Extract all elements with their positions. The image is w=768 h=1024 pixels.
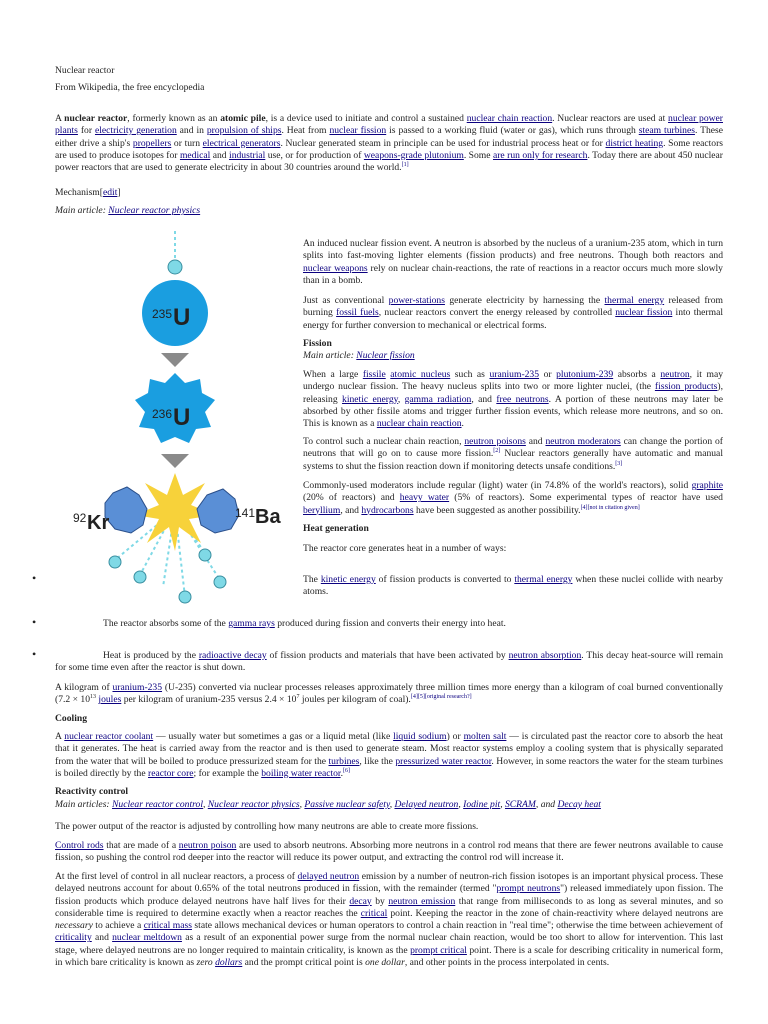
- bold-term: atomic pile: [220, 113, 266, 124]
- text: , and other points in the process interpolated in cents.: [404, 956, 610, 968]
- link-neutron-poison[interactable]: neutron poison: [178, 840, 237, 851]
- italic-text: necessary: [55, 920, 93, 932]
- u236-mass-label: 236: [152, 407, 173, 421]
- link-nuclear-fission[interactable]: nuclear fission: [615, 307, 673, 319]
- link-liquid-sodium[interactable]: liquid sodium: [393, 731, 447, 742]
- fission-heading: Fission: [303, 338, 332, 349]
- link-boiling-water-reactor[interactable]: boiling water reactor: [261, 767, 341, 779]
- text: and: [91, 932, 113, 944]
- incoming-neutron: [168, 260, 182, 274]
- text: ; for example the: [193, 767, 262, 779]
- heat-bullet-2: [103, 618, 723, 630]
- link-gamma-rays[interactable]: gamma rays: [228, 618, 275, 629]
- link-fissile[interactable]: fissile: [362, 369, 386, 380]
- link-neutron-poisons[interactable]: neutron poisons: [464, 436, 526, 447]
- link-dollars[interactable]: dollars: [215, 956, 243, 968]
- text: joules per kilogram of coal).: [299, 694, 411, 706]
- text: — is circulated past the reactor core to absorb the heat that it generates. The heat is carried away from the reactor and is then used to generate steam. Most reactor systems employ a cooling system that is physically separated from the water that will be boiled to produce pressurized steam for the: [55, 731, 723, 767]
- link-neutron-moderators[interactable]: neutron moderators: [545, 436, 621, 447]
- link-molten-salt[interactable]: molten salt: [463, 731, 507, 742]
- text: absorbs a: [613, 369, 661, 380]
- fission-main-article: [303, 350, 723, 362]
- mechanism-heading: [55, 187, 735, 199]
- link-propulsion-of-ships[interactable]: propulsion of ships: [206, 125, 282, 137]
- text: . Nuclear generated steam in principle can be used for industrial process heat or for: [280, 137, 606, 149]
- separator: ,: [299, 799, 305, 810]
- cooling-paragraph: [55, 731, 723, 780]
- link-nuclear-reactor-physics[interactable]: Nuclear reactor physics: [207, 799, 300, 810]
- text: A kilogram of: [55, 682, 113, 693]
- reactivity-paragraph-2: [55, 840, 723, 865]
- power-paragraph: [303, 295, 723, 332]
- text: when these nuclei collide with nearby atoms.: [303, 574, 723, 598]
- bullet: •: [32, 571, 37, 585]
- link-nuclear-chain-reaction[interactable]: nuclear chain reaction: [466, 113, 553, 124]
- text: that are made of a: [103, 840, 179, 851]
- link-radioactive-decay[interactable]: radioactive decay: [198, 650, 267, 661]
- text: or: [539, 369, 557, 380]
- text: . A portion of these neutrons may later be absorbed by other fissile atoms and trigger further fission events, which release more neutrons, and so on. This is known as a: [303, 393, 723, 430]
- separator: ,: [202, 799, 208, 810]
- text: . This decay heat-source will remain for some time even after the reactor is shut down.: [55, 650, 723, 674]
- text: The reactor absorbs some of the: [103, 618, 229, 629]
- link-beryllium[interactable]: beryllium: [303, 504, 341, 516]
- text: . Nuclear reactors are used at: [552, 113, 669, 124]
- ref-3[interactable]: [3]: [615, 460, 623, 467]
- arrow-down-icon: [161, 454, 189, 468]
- fission-figure: [55, 225, 295, 605]
- link-run-only-for-research[interactable]: are run only for research: [492, 149, 588, 161]
- text: and: [210, 149, 230, 161]
- link-electricity-generation[interactable]: electricity generation: [94, 125, 177, 137]
- ref-6[interactable]: [6]: [343, 767, 351, 774]
- text: that range from milliseconds to as long as several minutes, and so considerable time is required to determine exactly when a reactor reaches the: [55, 895, 723, 919]
- text: such as: [450, 369, 490, 380]
- text: The: [303, 574, 321, 585]
- text: released from burning: [303, 295, 723, 319]
- kilogram-paragraph: [55, 682, 723, 707]
- text: , like the: [359, 755, 396, 767]
- link-uranium-235[interactable]: uranium-235: [112, 682, 163, 693]
- barium-141-fragment: [197, 489, 239, 533]
- text: . Today there are about 450 nuclear power reactors that are used to generate electricity in about 30 countries around the world.: [55, 149, 723, 174]
- link-electrical-generators[interactable]: electrical generators: [202, 137, 281, 149]
- ba-symbol: Ba: [255, 506, 281, 528]
- text: — usually water but sometimes a gas or a liquid metal (like: [153, 731, 394, 742]
- ba-mass-label: 141: [235, 506, 256, 520]
- link-steam-turbines[interactable]: steam turbines: [638, 125, 695, 137]
- link-nuclear-meltdown[interactable]: nuclear meltdown: [112, 932, 182, 944]
- main-article-prefix: Main article:: [303, 350, 357, 361]
- text: A: [55, 113, 65, 124]
- text: , and: [471, 393, 497, 405]
- link-neutron-absorption[interactable]: neutron absorption: [508, 650, 582, 661]
- text: (20% of reactors) and: [303, 492, 400, 504]
- link-control-rods[interactable]: Control rods: [55, 840, 104, 851]
- reactivity-heading: Reactivity control: [55, 786, 129, 797]
- link-heavy-water[interactable]: heavy water: [399, 492, 450, 504]
- figure-caption: [303, 238, 723, 287]
- link-fossil-fuels[interactable]: fossil fuels: [336, 307, 379, 319]
- text: , it may undergo nuclear fission. The heavy nucleus splits into two or more lighter nuclei, (the: [303, 369, 724, 393]
- free-neutron: [214, 576, 226, 588]
- link-hydrocarbons[interactable]: hydrocarbons: [361, 504, 414, 516]
- text: rely on nuclear chain-reactions, the rate of reactions in a reactor occurs much more slowly than in a bomb.: [303, 262, 723, 286]
- text: are used to absorb neutrons. Absorbing more neutrons in a control rod means that there are fewer neutrons available to cause fission, so pushing the control rod deeper into the reactor will reduce its power output, and extracting the control rod will increase it.: [55, 840, 723, 864]
- link-atomic-nucleus[interactable]: atomic nucleus: [390, 369, 451, 380]
- link-pressurized-water-reactor[interactable]: pressurized water reactor: [395, 755, 492, 767]
- text: Nuclear reactors generally have automatic and manual systems to shut the fission reaction down if monitoring detects unsafe conditions.: [303, 448, 723, 472]
- link-nuclear-weapons[interactable]: nuclear weapons: [303, 262, 368, 274]
- link-power-stations[interactable]: power-stations: [388, 295, 445, 306]
- ref-2[interactable]: [2]: [493, 448, 501, 455]
- heat-generation-intro: The reactor core generates heat in a number of ways:: [303, 543, 507, 554]
- free-neutron: [179, 591, 191, 603]
- text: , formerly known as an: [127, 113, 221, 124]
- heat-bullet-3: [55, 650, 723, 675]
- text: for: [77, 125, 95, 137]
- text: or turn: [171, 137, 203, 149]
- text: of fission products and materials that have been activated by: [266, 650, 509, 661]
- main-article-prefix: Main article:: [55, 205, 109, 216]
- text: and: [525, 436, 546, 447]
- link-nuclear-fission[interactable]: Nuclear fission: [356, 350, 415, 361]
- free-neutron: [134, 571, 146, 583]
- ref-4[interactable]: [4]: [580, 504, 588, 511]
- text: point. There is a scale for describing criticality in numerical form, in which bare criticality is known as: [55, 944, 723, 968]
- link-nuclear-fission[interactable]: nuclear fission: [329, 125, 387, 137]
- link-prompt-critical[interactable]: prompt critical: [410, 944, 467, 956]
- krypton-92-fragment: [105, 487, 147, 533]
- text: ") released immediately upon fission. The fission products which produce delayed neutrons have half lives for their: [55, 883, 723, 907]
- text: Heat is produced by the: [103, 650, 199, 661]
- bullet: •: [32, 647, 37, 661]
- text: as a result of an exponential power surge from the normal nuclear chain reaction, would be too short to allow for intervention. This last stage, where delayed neutrons are no longer required to maintain criticality, is known as the: [55, 932, 723, 956]
- link-neutron[interactable]: neutron: [660, 369, 690, 380]
- main-articles-prefix: Main articles:: [55, 799, 113, 810]
- text: and the prompt critical point is: [242, 956, 366, 968]
- text: , and: [340, 504, 362, 516]
- text: and in: [176, 125, 207, 137]
- citation-needed[interactable]: [not in citation given]: [587, 504, 640, 511]
- free-neutron: [199, 549, 211, 561]
- text: An induced nuclear fission event. A neutron is absorbed by the nucleus of a uranium-235 atom, which in turn splits into fast-moving lighter elements (fission products) and free neutrons. Though both reactors and: [303, 238, 723, 262]
- text: Commonly-used moderators include regular (light) water (in 74.8% of the world's reactors), solid: [303, 480, 692, 491]
- text: Just as conventional: [303, 295, 389, 306]
- text: to achieve a: [92, 920, 144, 932]
- text: .: [340, 767, 344, 779]
- link-uranium-235[interactable]: uranium-235: [489, 369, 540, 380]
- separator: ,: [389, 799, 395, 810]
- link-gamma-radiation[interactable]: gamma radiation: [404, 393, 472, 405]
- link-nuclear-reactor-coolant[interactable]: nuclear reactor coolant: [64, 731, 154, 742]
- link-nuclear-reactor-physics[interactable]: Nuclear reactor physics: [108, 205, 201, 216]
- link-decay-heat[interactable]: Decay heat: [557, 799, 601, 810]
- reactivity-paragraph-1: The power output of the reactor is adjusted by controlling how many neutrons are able to create more fissions.: [55, 821, 479, 832]
- text: use, or for production of: [265, 149, 364, 161]
- text: state allows mechanical devices or human operators to control a chain reaction in "real time"; otherwise the time between achievement of: [191, 920, 723, 932]
- text: by: [371, 895, 389, 907]
- bold-term: nuclear reactor: [64, 113, 128, 124]
- separator: ,: [458, 799, 464, 810]
- link-reactor-core[interactable]: reactor core: [148, 767, 194, 779]
- text: is passed to a working fluid (water or gas), which runs through: [386, 125, 639, 137]
- text: When a large: [303, 369, 363, 380]
- text: . Some reactors are used to produce isotopes for: [55, 137, 723, 161]
- text: can change the portion of neutrons that will go on to cause more fission.: [303, 436, 724, 460]
- link-decay[interactable]: decay: [349, 895, 372, 907]
- fission-paragraph-2: [303, 436, 723, 473]
- link-criticality[interactable]: criticality: [55, 932, 92, 944]
- italic-text: one dollar: [365, 956, 405, 968]
- u235-mass-label: 235: [152, 307, 173, 321]
- bracket: [: [99, 187, 103, 198]
- fission-paragraph-3: [303, 480, 723, 517]
- text: , is a device used to initiate and control a sustained: [265, 113, 467, 124]
- link-thermal-energy[interactable]: thermal energy: [514, 574, 573, 585]
- link-medical[interactable]: medical: [179, 149, 211, 161]
- text: .: [461, 418, 464, 430]
- heat-generation-heading: Heat generation: [303, 523, 369, 534]
- link-iodine-pit[interactable]: Iodine pit: [463, 799, 501, 810]
- link-district-heating[interactable]: district heating: [605, 137, 664, 149]
- u236-symbol: U: [173, 404, 191, 431]
- text: . These either drive a ship's: [55, 125, 724, 149]
- cooling-heading: Cooling: [55, 713, 87, 724]
- link-passive-nuclear-safety[interactable]: Passive nuclear safety: [304, 799, 390, 810]
- page-title-text: Nuclear reactor: [55, 65, 115, 76]
- free-neutron: [109, 556, 121, 568]
- kr-symbol: Kr: [87, 512, 110, 534]
- from-line: [55, 82, 735, 94]
- exponent: 13: [90, 694, 96, 701]
- text: To control such a nuclear chain reaction,: [303, 436, 465, 447]
- link-critical[interactable]: critical: [360, 907, 388, 919]
- exponent: 7: [296, 694, 300, 701]
- ref-4-5[interactable]: [4][5]: [410, 694, 425, 701]
- bracket: ]: [117, 187, 121, 198]
- link-fission-products[interactable]: fission products: [654, 381, 718, 393]
- link-plutonium-239[interactable]: plutonium-239: [556, 369, 614, 380]
- page-title: [55, 65, 735, 77]
- link-weapons-grade-plutonium[interactable]: weapons-grade plutonium: [363, 149, 464, 161]
- link-nuclear-reactor-control[interactable]: Nuclear reactor control: [112, 799, 203, 810]
- link-scram[interactable]: SCRAM: [504, 799, 536, 810]
- bullet: •: [32, 615, 37, 629]
- intro-paragraph: [55, 113, 723, 174]
- text: produced during fission and converts their energy into heat.: [274, 618, 506, 629]
- original-research-note[interactable]: [original research?]: [424, 694, 472, 701]
- reactivity-main-articles: [55, 799, 723, 811]
- text: ), releasing: [303, 381, 723, 405]
- fission-paragraph-1: [303, 369, 723, 430]
- text: have been suggested as another possibility.: [413, 504, 581, 516]
- arrow-down-icon: [161, 353, 189, 367]
- link-propellers[interactable]: propellers: [132, 137, 172, 149]
- edit-link[interactable]: edit: [102, 187, 118, 198]
- link-nuclear-power-plants[interactable]: nuclear power plants: [55, 113, 723, 137]
- text: into thermal energy for further conversion to mechanical or electrical forms.: [303, 307, 724, 331]
- link-kinetic-energy[interactable]: kinetic energy: [320, 574, 376, 585]
- text: A: [55, 731, 65, 742]
- text: , nuclear reactors convert the energy released by controlled: [378, 307, 616, 319]
- italic-text: zero: [196, 956, 216, 968]
- link-neutron-emission[interactable]: neutron emission: [388, 895, 456, 907]
- text: . Heat from: [281, 125, 330, 137]
- link-free-neutrons[interactable]: free neutrons: [496, 393, 549, 405]
- text: of fission products is converted to: [375, 574, 515, 585]
- reactivity-paragraph-3: [55, 871, 723, 969]
- heat-bullet-1: [303, 574, 723, 599]
- text: . However, in some reactors the water for the steam turbines is boiled directly by the: [55, 755, 723, 779]
- mechanism-main-article: [55, 205, 735, 217]
- separator: , and: [535, 799, 558, 810]
- text: per kilogram of uranium-235 versus 2.4 × 10: [121, 694, 297, 706]
- text: ) or: [446, 731, 464, 742]
- text: generate electricity by harnessing the: [444, 295, 605, 306]
- link-nuclear-chain-reaction[interactable]: nuclear chain reaction: [376, 418, 462, 430]
- link-industrial[interactable]: industrial: [229, 149, 266, 161]
- link-delayed-neutron[interactable]: Delayed neutron: [394, 799, 459, 810]
- text: (U-235) converted via nuclear processes releases approximately three million times more energy than a kilogram of coal burned conventionally (7.2 × 10: [55, 682, 723, 706]
- ref-1[interactable]: [1]: [401, 161, 409, 168]
- link-prompt-neutrons[interactable]: prompt neutrons: [496, 883, 561, 895]
- link-graphite[interactable]: graphite: [691, 480, 723, 491]
- kr-mass-label: 92: [73, 511, 87, 525]
- text: ,: [397, 393, 405, 405]
- link-joules[interactable]: joules: [98, 694, 122, 706]
- link-turbines[interactable]: turbines: [328, 755, 360, 767]
- text: At the first level of control in all nuclear reactors, a process of: [55, 871, 298, 882]
- link-thermal-energy[interactable]: thermal energy: [604, 295, 665, 306]
- mechanism-heading-text: Mechanism: [55, 187, 100, 198]
- text: (5% of reactors). Some experimental types of reactor have used: [449, 492, 723, 504]
- separator: ,: [500, 799, 505, 810]
- u235-symbol: U: [173, 304, 191, 331]
- link-kinetic-energy[interactable]: kinetic energy: [342, 393, 398, 405]
- link-delayed-neutron[interactable]: delayed neutron: [297, 871, 360, 882]
- link-critical-mass[interactable]: critical mass: [143, 920, 192, 932]
- text: point. Keeping the reactor in the zone of chain-reactivity where delayed neutrons are: [387, 907, 723, 919]
- text: emission by a number of neutron-rich fission isotopes is an important physical process. These delayed neutrons account for about 0.65% of the total neutrons produced in fission, with the remainder (termed ": [55, 871, 723, 895]
- text: . Some: [463, 149, 493, 161]
- from-text: From Wikipedia, the free encyclopedia: [55, 82, 205, 93]
